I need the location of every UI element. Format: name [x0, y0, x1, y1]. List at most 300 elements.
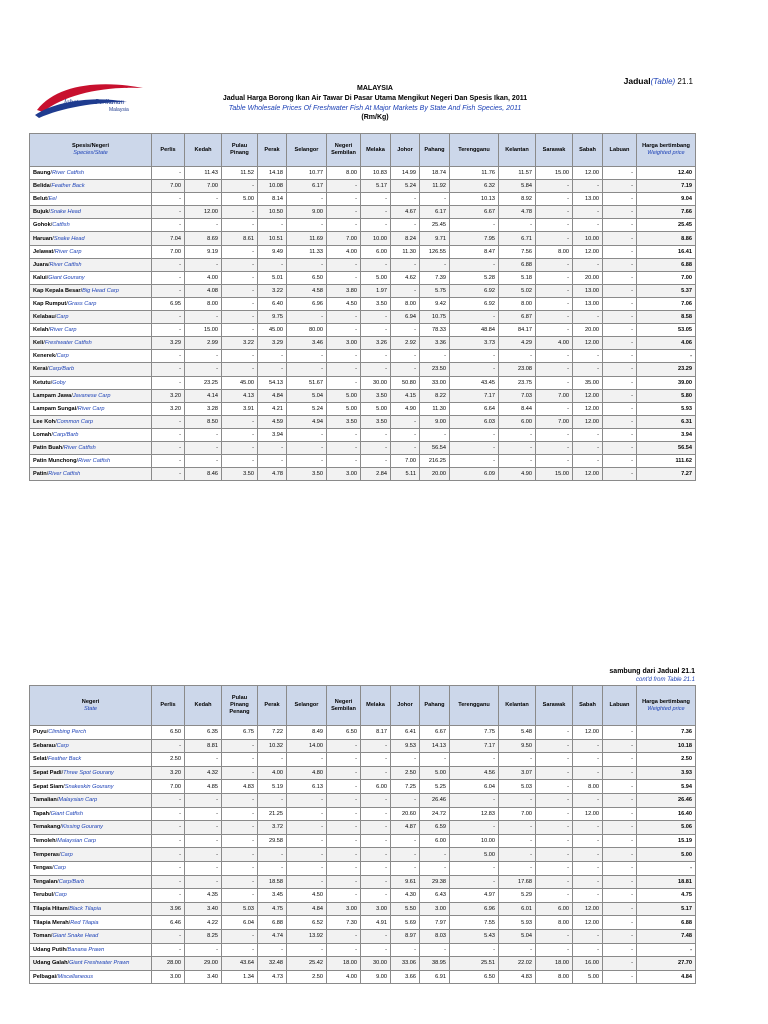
species-name-ms: Udang Galah — [33, 960, 68, 967]
price-cell: 8.61 — [222, 232, 258, 245]
price-cell: 3.00 — [420, 902, 450, 916]
price-cell: - — [420, 861, 450, 875]
price-cell: 216.25 — [420, 455, 450, 468]
price-cell: - — [185, 793, 222, 807]
price-cell: - — [603, 258, 637, 271]
price-cell: 7.75 — [450, 726, 499, 740]
price-cell: - — [573, 943, 603, 957]
species-name-en: River Carp — [49, 327, 77, 334]
price-cell: 12.00 — [185, 206, 222, 219]
price-cell: 20.00 — [573, 271, 603, 284]
price-cell: - — [361, 875, 391, 889]
price-cell: - — [152, 943, 185, 957]
price-cell: 51.67 — [287, 376, 327, 389]
price-cell: 84.17 — [499, 324, 536, 337]
species-name-ms: Temoleh — [33, 838, 56, 845]
price-cell: - — [573, 180, 603, 193]
price-cell: 11.76 — [450, 167, 499, 180]
price-cell: 4.56 — [450, 766, 499, 780]
price-cell: 3.91 — [222, 402, 258, 415]
price-cell: 6.00 — [361, 780, 391, 794]
species-name-ms: Pelbagai — [33, 973, 57, 980]
price-cell: - — [603, 753, 637, 767]
species-name-cell — [30, 311, 152, 324]
price-cell: 6.04 — [222, 916, 258, 930]
price-cell: - — [603, 415, 637, 428]
price-cell: 4.35 — [185, 889, 222, 903]
species-separator: / — [50, 933, 53, 940]
price-cell: - — [152, 363, 185, 376]
price-cell: - — [499, 848, 536, 862]
price-cell: - — [258, 793, 287, 807]
price-cell: 5.29 — [499, 889, 536, 903]
price-cell: 6.94 — [391, 311, 420, 324]
price-cell: 6.52 — [287, 916, 327, 930]
price-cell: 9.49 — [258, 245, 287, 258]
price-cell: - — [152, 848, 185, 862]
column-header-state-ms: Negeri — [81, 698, 100, 705]
species-name-cell — [30, 363, 152, 376]
price-cell: - — [420, 258, 450, 271]
column-header-state: Kedah — [185, 134, 222, 167]
table-row — [30, 363, 696, 376]
species-separator: / — [67, 960, 70, 967]
price-cell: 35.00 — [573, 376, 603, 389]
price-cell: - — [603, 807, 637, 821]
price-cell: - — [185, 350, 222, 363]
column-header-state: Sarawak — [536, 134, 573, 167]
price-cell: - — [536, 739, 573, 753]
price-cell: 3.50 — [287, 468, 327, 481]
price-cell: 10.75 — [420, 311, 450, 324]
species-separator: / — [47, 366, 49, 373]
table-row — [30, 821, 696, 835]
price-cell: 4.90 — [391, 402, 420, 415]
table-row — [30, 753, 696, 767]
weighted-price-cell: 7.48 — [637, 929, 696, 943]
price-cell: 20.00 — [420, 468, 450, 481]
species-separator: / — [46, 274, 49, 281]
weighted-price-cell: 25.45 — [637, 219, 696, 232]
price-cell: 4.90 — [499, 468, 536, 481]
column-header-state: Melaka — [361, 134, 391, 167]
price-cell: - — [573, 206, 603, 219]
price-cell: 45.00 — [258, 324, 287, 337]
price-cell: 8.00 — [327, 167, 361, 180]
price-cell: - — [391, 834, 420, 848]
price-cell: - — [499, 793, 536, 807]
species-separator: / — [55, 742, 57, 749]
species-name-ms: Ketutu — [33, 379, 51, 386]
price-cell: 50.80 — [391, 376, 420, 389]
weighted-price-cell: 5.37 — [637, 284, 696, 297]
price-cell: - — [258, 943, 287, 957]
weighted-price-cell: 4.06 — [637, 337, 696, 350]
price-cell: 12.00 — [573, 245, 603, 258]
price-cell: 3.36 — [420, 337, 450, 350]
species-name-en: Climbing Perch — [48, 729, 87, 736]
price-cell: - — [573, 219, 603, 232]
price-cell: 6.88 — [258, 916, 287, 930]
table-reference: Jadual(Table) 21.1 — [623, 76, 693, 86]
price-cell: - — [222, 219, 258, 232]
price-cell: 6.64 — [450, 402, 499, 415]
species-name-en: Miscellaneous — [57, 973, 94, 980]
table-row — [30, 834, 696, 848]
price-cell: 3.50 — [222, 468, 258, 481]
species-separator: / — [50, 222, 53, 229]
price-cell: 8.44 — [499, 402, 536, 415]
price-cell: - — [603, 875, 637, 889]
price-cell: 5.00 — [420, 766, 450, 780]
price-cell: 2.92 — [391, 337, 420, 350]
price-cell: - — [603, 902, 637, 916]
price-cell: - — [258, 441, 287, 454]
price-cell: 3.66 — [391, 970, 420, 984]
species-name-ms: Puyu — [33, 729, 47, 736]
price-cell: 5.04 — [499, 929, 536, 943]
price-cell: 8.69 — [185, 232, 222, 245]
price-cell: - — [185, 441, 222, 454]
price-cell: - — [573, 793, 603, 807]
weighted-price-cell: 27.70 — [637, 957, 696, 971]
price-cell: 4.83 — [499, 970, 536, 984]
price-cell: - — [152, 807, 185, 821]
weighted-price-cell: 5.06 — [637, 821, 696, 835]
price-cell: - — [361, 428, 391, 441]
price-cell: 3.46 — [287, 337, 327, 350]
species-separator: / — [68, 919, 71, 926]
price-cell: - — [152, 428, 185, 441]
price-cell: - — [287, 363, 327, 376]
price-cell: - — [361, 889, 391, 903]
price-cell: - — [603, 834, 637, 848]
price-cell: - — [327, 943, 361, 957]
table-row — [30, 943, 696, 957]
price-cell: - — [573, 821, 603, 835]
price-cell: 7.04 — [152, 232, 185, 245]
price-cell: - — [361, 258, 391, 271]
price-cell: 9.75 — [258, 311, 287, 324]
species-name-en: Goby — [52, 379, 66, 386]
price-cell: 6.04 — [450, 780, 499, 794]
price-cell: - — [536, 821, 573, 835]
price-cell: 32.48 — [258, 957, 287, 971]
species-name-cell — [30, 258, 152, 271]
price-cell: - — [499, 943, 536, 957]
species-name-ms: Lomah — [33, 431, 52, 438]
species-name-cell — [30, 297, 152, 310]
price-cell: - — [536, 363, 573, 376]
price-cell: - — [287, 441, 327, 454]
price-cell: - — [536, 258, 573, 271]
table-row — [30, 929, 696, 943]
price-cell: 25.42 — [287, 957, 327, 971]
species-name-en: Carp — [60, 851, 73, 858]
price-cell: 7.00 — [327, 232, 361, 245]
species-name-en: Feather Back — [47, 756, 82, 763]
price-cell: 12.00 — [573, 807, 603, 821]
price-cell: - — [603, 311, 637, 324]
price-cell: 4.00 — [185, 271, 222, 284]
species-name-cell — [30, 889, 152, 903]
price-cell: - — [327, 780, 361, 794]
weighted-price-cell: 6.31 — [637, 415, 696, 428]
logo-text-jabatan: Jabatan — [63, 98, 86, 106]
price-cell: - — [450, 793, 499, 807]
price-cell: 4.73 — [258, 970, 287, 984]
species-name-cell — [30, 376, 152, 389]
price-cell: 4.59 — [258, 415, 287, 428]
price-cell: - — [152, 271, 185, 284]
price-cell: - — [391, 848, 420, 862]
table-row — [30, 428, 696, 441]
price-cell: 16.00 — [573, 957, 603, 971]
species-name-en: Freshwater Catfish — [44, 340, 92, 347]
price-cell: 8.49 — [287, 726, 327, 740]
price-cell: 11.57 — [499, 167, 536, 180]
price-cell: - — [603, 376, 637, 389]
table-row — [30, 970, 696, 984]
species-name-ms: Toman — [33, 933, 51, 940]
species-separator: / — [63, 783, 65, 790]
price-cell: - — [287, 861, 327, 875]
species-name-cell — [30, 180, 152, 193]
price-cell: - — [222, 258, 258, 271]
price-cell: 4.85 — [185, 780, 222, 794]
species-name-en: River Catfish — [49, 261, 82, 268]
weighted-price-cell: 5.94 — [637, 780, 696, 794]
price-cell: - — [152, 376, 185, 389]
weighted-price-cell: 7.27 — [637, 468, 696, 481]
price-cell: - — [603, 821, 637, 835]
species-separator: / — [43, 340, 45, 347]
price-cell: 2.50 — [152, 753, 185, 767]
price-cell: - — [536, 219, 573, 232]
price-cell: 6.00 — [499, 415, 536, 428]
price-cell: - — [536, 350, 573, 363]
price-cell: - — [391, 943, 420, 957]
species-separator: / — [65, 946, 68, 953]
species-separator: / — [55, 838, 58, 845]
column-header-weighted-en: Weighted price — [647, 705, 685, 712]
price-cell: - — [258, 363, 287, 376]
price-cell: 7.95 — [450, 232, 499, 245]
price-cell: - — [361, 861, 391, 875]
table-row — [30, 415, 696, 428]
price-cell: 2.50 — [391, 766, 420, 780]
species-name-en: Snake Head — [50, 209, 81, 216]
price-cell: - — [327, 739, 361, 753]
price-cell: - — [361, 807, 391, 821]
price-cell: 4.80 — [287, 766, 327, 780]
price-cell: 6.40 — [258, 297, 287, 310]
price-cell: - — [327, 875, 361, 889]
price-cell: 7.39 — [420, 271, 450, 284]
table-row — [30, 219, 696, 232]
species-name-cell — [30, 943, 152, 957]
price-cell: - — [185, 848, 222, 862]
species-separator: / — [56, 973, 58, 980]
species-name-cell — [30, 441, 152, 454]
weighted-price-cell: 111.62 — [637, 455, 696, 468]
weighted-price-cell: 10.18 — [637, 739, 696, 753]
price-cell: - — [450, 875, 499, 889]
price-cell: - — [536, 402, 573, 415]
price-cell: 5.01 — [258, 271, 287, 284]
price-cell: 33.06 — [391, 957, 420, 971]
price-cell: 10.00 — [361, 232, 391, 245]
species-name-en: River Catfish — [51, 170, 84, 177]
price-cell: 3.00 — [361, 902, 391, 916]
column-header-state: Kelantan — [499, 134, 536, 167]
weighted-price-cell: 5.17 — [637, 902, 696, 916]
price-cell: - — [536, 875, 573, 889]
price-cell: - — [185, 311, 222, 324]
price-cell: - — [573, 875, 603, 889]
price-cell: - — [185, 834, 222, 848]
species-name-ms: Lampam Sungai — [33, 405, 77, 412]
price-cell: - — [258, 848, 287, 862]
price-cell: 12.00 — [573, 726, 603, 740]
species-name-cell — [30, 337, 152, 350]
species-name-ms: Udang Putih — [33, 946, 66, 953]
price-cell: 29.38 — [420, 875, 450, 889]
column-header-state: Selangor — [287, 686, 327, 726]
column-header-weighted-price — [637, 686, 696, 726]
species-name-cell — [30, 284, 152, 297]
price-cell: 5.28 — [450, 271, 499, 284]
price-cell: - — [327, 428, 361, 441]
species-name-en: Carp/Barb — [48, 366, 75, 373]
price-cell: 9.19 — [185, 245, 222, 258]
price-cell: - — [185, 219, 222, 232]
price-cell: 3.20 — [152, 402, 185, 415]
price-cell: - — [287, 193, 327, 206]
price-cell: 7.17 — [450, 739, 499, 753]
price-cell: - — [185, 428, 222, 441]
price-cell: - — [536, 180, 573, 193]
price-cell: 8.24 — [391, 232, 420, 245]
price-cell: 23.25 — [185, 376, 222, 389]
price-cell: - — [603, 889, 637, 903]
price-cell: - — [222, 848, 258, 862]
table-row — [30, 180, 696, 193]
species-name-ms: Belut — [33, 196, 47, 203]
price-cell: 8.00 — [536, 970, 573, 984]
price-cell: 6.91 — [420, 970, 450, 984]
price-cell: 78.33 — [420, 324, 450, 337]
price-cell: - — [536, 206, 573, 219]
price-cell: 3.22 — [258, 284, 287, 297]
price-cell: - — [185, 363, 222, 376]
column-header-state: Terengganu — [450, 134, 499, 167]
weighted-price-cell: 12.40 — [637, 167, 696, 180]
table-row — [30, 468, 696, 481]
column-header-state: Selangor — [287, 134, 327, 167]
price-cell: 8.03 — [420, 929, 450, 943]
species-name-en: Carp — [56, 742, 69, 749]
price-cell: - — [573, 455, 603, 468]
continued-note-en: cont'd from Table 21.1 — [636, 677, 695, 683]
species-name-en: Banana Prawn — [67, 946, 105, 953]
price-cell: - — [152, 739, 185, 753]
price-cell: 8.17 — [361, 726, 391, 740]
price-cell: 4.74 — [258, 929, 287, 943]
price-cell: 3.45 — [258, 889, 287, 903]
price-cell: - — [222, 834, 258, 848]
price-cell: 5.02 — [499, 284, 536, 297]
price-cell: - — [603, 916, 637, 930]
species-name-cell — [30, 739, 152, 753]
price-cell: 7.17 — [450, 389, 499, 402]
price-cell: - — [536, 193, 573, 206]
price-cell: 3.94 — [258, 428, 287, 441]
table-row — [30, 193, 696, 206]
price-cell: - — [287, 807, 327, 821]
price-cell: 4.75 — [258, 902, 287, 916]
price-cell: 3.29 — [258, 337, 287, 350]
price-cell: - — [536, 232, 573, 245]
weighted-price-cell: 7.66 — [637, 206, 696, 219]
price-cell: 8.50 — [185, 415, 222, 428]
price-cell: - — [603, 206, 637, 219]
price-cell: - — [327, 455, 361, 468]
price-cell: - — [327, 807, 361, 821]
price-cell: 7.56 — [499, 245, 536, 258]
species-name-en: Javanese Carp — [72, 392, 111, 399]
price-cell: - — [499, 350, 536, 363]
column-header-state: Labuan — [603, 134, 637, 167]
species-separator: / — [67, 906, 70, 913]
price-cell: 25.51 — [450, 957, 499, 971]
price-cell: - — [152, 793, 185, 807]
price-cell: - — [222, 297, 258, 310]
species-name-cell — [30, 753, 152, 767]
column-header-state: Negeri Sembilan — [327, 134, 361, 167]
species-name-ms: Kenerek — [33, 353, 56, 360]
weighted-price-cell: 23.29 — [637, 363, 696, 376]
price-cell: 10.50 — [258, 206, 287, 219]
price-cell: 23.50 — [420, 363, 450, 376]
price-cell: 5.24 — [287, 402, 327, 415]
price-cell: - — [536, 284, 573, 297]
price-cell: - — [258, 350, 287, 363]
species-separator: / — [62, 445, 64, 452]
species-name-ms: Selat — [33, 756, 47, 763]
price-cell: - — [603, 929, 637, 943]
price-cell: 5.00 — [327, 389, 361, 402]
price-cell: 11.92 — [420, 180, 450, 193]
price-cell: - — [391, 793, 420, 807]
price-cell: 33.00 — [420, 376, 450, 389]
price-cell: 3.96 — [152, 902, 185, 916]
price-cell: 7.00 — [499, 807, 536, 821]
price-cell: 80.00 — [287, 324, 327, 337]
price-cell: - — [185, 455, 222, 468]
price-cell: - — [327, 441, 361, 454]
price-cell: - — [499, 834, 536, 848]
weighted-price-cell: 9.04 — [637, 193, 696, 206]
price-cell: 10.13 — [450, 193, 499, 206]
species-name-en: Carp/Barb — [52, 431, 79, 438]
price-cell: 12.00 — [573, 916, 603, 930]
continued-note-ms: sambung dari Jadual 21.1 — [609, 668, 695, 675]
price-cell: - — [603, 468, 637, 481]
species-separator: / — [53, 892, 55, 899]
price-cell: - — [603, 284, 637, 297]
price-cell: - — [536, 271, 573, 284]
